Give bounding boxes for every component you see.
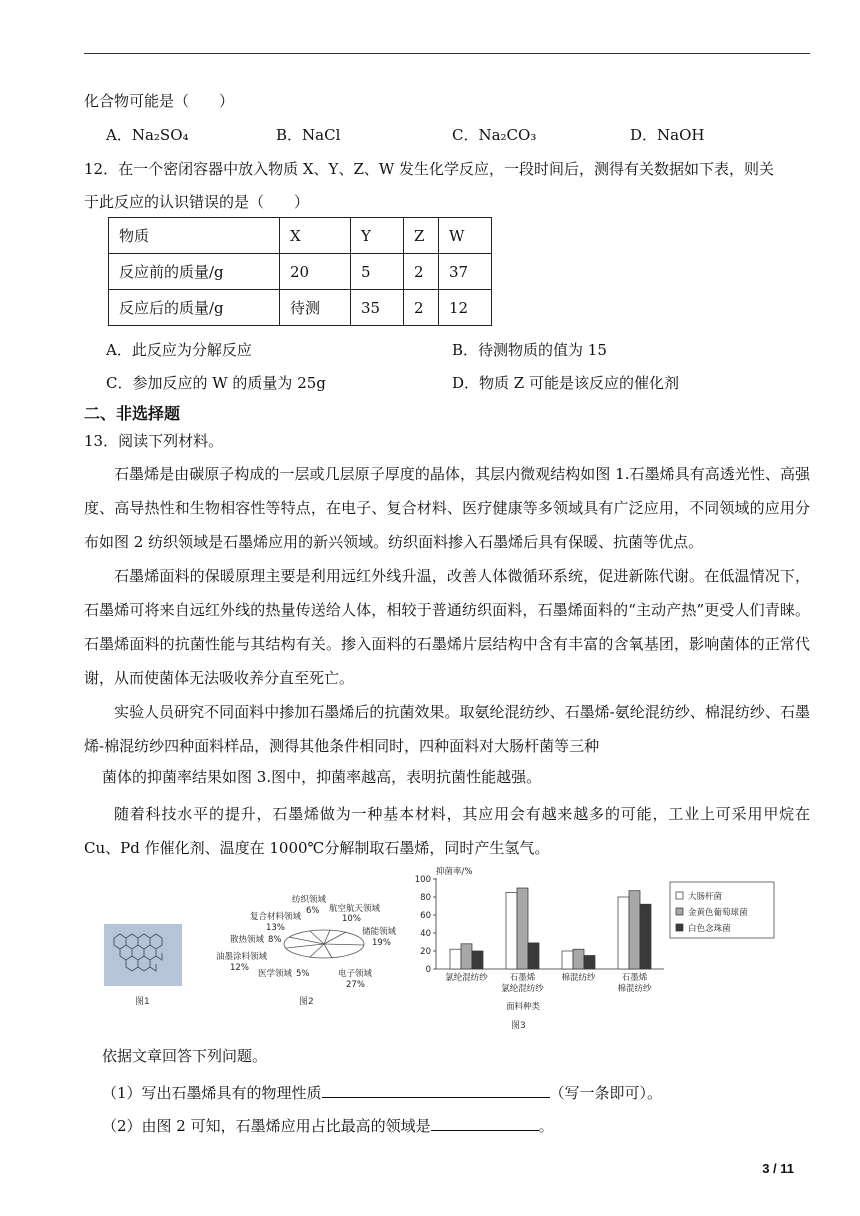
legend-swatch [676,908,683,915]
table-row [109,290,492,326]
table-cell: 待测 [280,290,351,326]
question-lead: 依据文章回答下列问题。 [102,1047,268,1065]
pie-pct-aerospace: 10% [342,914,361,924]
pie-chart [214,892,404,990]
y-tick-label: 100 [414,875,431,885]
paragraph-1: 石墨烯是由碳原子构成的一层或几层原子厚度的晶体，其层内微观结构如图 1.石墨烯具有高透光性、高强度、高导热性和生物相容性等特点，在电子、复合材料、医疗健康等多领域具有广泛应用，不同领域的应用分布如图 2 纺织领域是石墨烯应用的新兴领域。纺织面料掺入石墨烯后具有保暖、抗菌等优点。 [84,465,810,551]
table-cell: 物质 [109,218,280,254]
x-tick-label: 氯纶混纺纱 [445,973,488,983]
page-number: 3 / 11 [762,1161,794,1176]
paragraph-3: 实验人员研究不同面料中掺加石墨烯后的抗菌效果。取氨纶混纺纱、石墨烯-氨纶混纺纱、棉混纺纱、石墨烯-棉混纺纱四种面料样品，测得其他条件相同时，四种面料对大肠杆菌等三种 [84,703,810,755]
table-cell: 反应前的质量/g [109,254,280,290]
y-tick-label: 0 [425,965,431,975]
pie-pct-textile: 6% [306,906,320,916]
fig1-caption: 图1 [135,997,150,1007]
q12-option-a: A．此反应为分解反应 [106,341,252,359]
table-cell: 反应后的质量/g [109,290,280,326]
bar [618,897,629,969]
bar [528,943,539,969]
q11-option-a: A．Na₂SO₄ [106,126,189,144]
table-header-row [109,218,492,254]
paragraph-2: 石墨烯面料的保暖原理主要是利用远红外线升温，改善人体微循环系统，促进新陈代谢。在低温情况下，石墨烯可将来自远红外线的热量传送给人体，相较于普通纺织面料，石墨烯面料的“主动产热”更受人们青睐。石墨烯面料的抗菌性能与其结构有关。掺入面料的石墨烯片层结构中含有丰富的含氧基团，影响菌体的正常代谢，从而使菌体无法吸收养分直至死亡。 [84,567,810,687]
q12-data-table [108,217,492,326]
legend-swatch [676,924,683,931]
table-row [109,254,492,290]
table-cell: W [439,218,492,254]
table-cell: 12 [439,290,492,326]
table-cell: 20 [280,254,351,290]
legend-label: 白色念珠菌 [688,924,731,934]
y-tick-label: 40 [420,929,431,939]
q11-stem-tail: 化合物可能是（ ） [84,92,235,110]
pie-pct-ink: 12% [230,963,249,973]
pie-label-composite: 复合材料领域 [250,912,302,922]
y-tick-label: 20 [420,947,431,957]
pie-pct-heat: 8% [268,935,282,945]
legend-label: 金黄色葡萄球菌 [688,908,748,918]
table-cell: 5 [351,254,404,290]
pie-label-aerospace: 航空航天领域 [329,904,381,914]
pie-pct-storage: 19% [372,938,391,948]
x-tick-label: 棉混纺纱 [561,973,596,983]
paragraph-5: 随着科技水平的提升，石墨烯做为一种基本材料，其应用会有越来越多的可能，工业上可采用甲烷在 Cu、Pd 作催化剂、温度在 1000℃分解制取石墨烯，同时产生氢气。 [84,805,810,857]
x-tick-label: 棉混纺纱 [617,984,652,994]
x-tick-label: 石墨烯 [509,973,536,983]
chart-xlabel: 面料种类 [506,1002,541,1012]
bar [506,893,517,970]
q12-option-d: D．物质 Z 可能是该反应的催化剂 [452,374,679,392]
subquestion-2 [102,1114,554,1136]
x-tick-label: 氯纶混纺纱 [501,984,544,994]
q13-intro: 13．阅读下列材料。 [84,432,224,450]
bar [461,944,472,969]
answer-blank-1[interactable] [322,1081,550,1098]
bar-chart [414,864,776,1024]
answer-blank-2[interactable] [431,1114,539,1131]
table-cell: X [280,218,351,254]
chart-ylabel: 抑菌率/% [436,867,473,877]
subquestion-2-tail: 。 [538,1117,554,1135]
pie-pct-electronics: 27% [346,980,365,990]
q12-stem-line1: 12．在一个密闭容器中放入物质 X、Y、Z、W 发生化学反应，一段时间后，测得有关数据如下表，则关 [84,160,775,178]
header-rule [84,53,810,54]
q11-option-d: D．NaOH [630,126,705,144]
subquestion-1 [102,1081,662,1103]
fig3-caption: 图3 [511,1021,526,1031]
bar [640,904,651,969]
q11-option-c: C．Na₂CO₃ [452,126,537,144]
pie-label-ink: 油墨涂料领域 [216,952,268,962]
legend-label: 大肠杆菌 [688,892,723,902]
y-tick-label: 60 [420,911,431,921]
pie-label-storage: 储能领域 [362,927,397,937]
bar [562,951,573,969]
x-tick-label: 石墨烯 [621,973,648,983]
graphene-lattice-image [104,924,182,986]
table-cell: 35 [351,290,404,326]
pie-label-textile: 纺织领域 [292,895,327,905]
table-cell: 2 [404,254,439,290]
bar [517,888,528,969]
q12-option-c: C．参加反应的 W 的质量为 25g [106,374,326,392]
pie-pct-composite: 13% [266,923,285,933]
table-cell: 2 [404,290,439,326]
subquestion-2-text: （2）由图 2 可知，石墨烯应用占比最高的领域是 [102,1117,431,1135]
q11-option-b: B．NaCl [276,126,341,144]
bar [472,951,483,969]
pie-pct-medical: 5% [296,969,310,979]
pie-label-electronics: 电子领域 [338,969,373,979]
bar [450,949,461,969]
legend-swatch [676,892,683,899]
table-cell: 37 [439,254,492,290]
table-cell: Y [351,218,404,254]
y-tick-label: 80 [420,893,431,903]
section-title: 二、非选择题 [84,404,181,423]
table-cell: Z [404,218,439,254]
subquestion-1-tail: （写一条即可）。 [549,1084,663,1102]
bar [629,891,640,969]
bar [573,949,584,969]
pie-label-medical: 医学领域 [258,969,293,979]
fig2-caption: 图2 [299,997,314,1007]
q12-stem-line2: 于此反应的认识错误的是（ ） [84,193,310,211]
bar [584,956,595,970]
subquestion-1-text: （1）写出石墨烯具有的物理性质 [102,1084,322,1102]
paragraph-4: 菌体的抑菌率结果如图 3.图中，抑菌率越高，表明抗菌性能越强。 [102,768,542,786]
q12-option-b: B．待测物质的值为 15 [452,341,607,359]
pie-label-heat: 散热领域 [230,935,265,945]
